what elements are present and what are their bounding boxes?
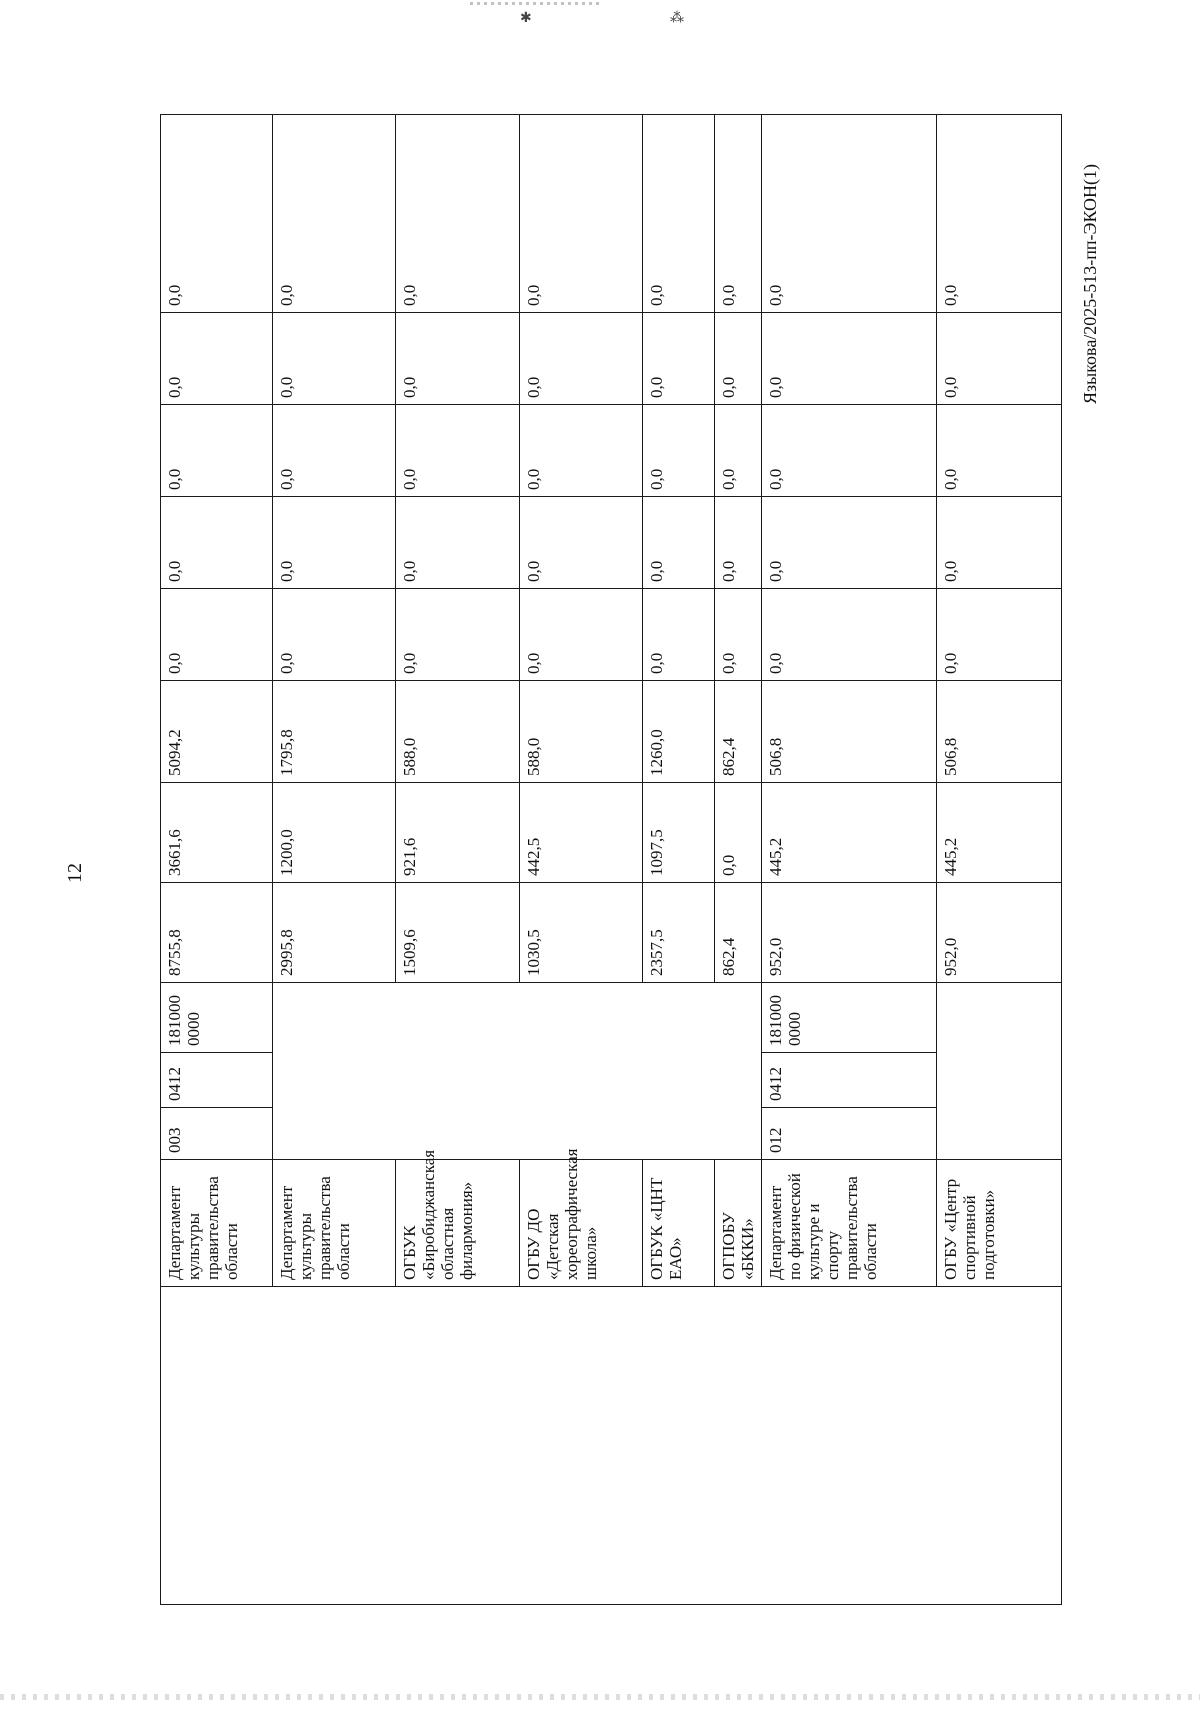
total-value: 2995,8 — [273, 883, 396, 983]
year-value: 0,0 — [937, 497, 1062, 589]
recipient-name: ОГБУ «Центр спортивной подготовки» — [937, 1160, 1062, 1287]
year-value: 1200,0 — [273, 783, 396, 883]
total-value: 952,0 — [762, 883, 937, 983]
rotated-table — [160, 115, 1060, 1605]
section-code: 0412 — [161, 1053, 273, 1108]
year-value: 5094,2 — [161, 681, 273, 783]
year-value: 0,0 — [161, 589, 273, 681]
year-value: 1097,5 — [643, 783, 715, 883]
year-value: 588,0 — [396, 681, 520, 783]
document-code: Языкова/2025-513-пп-ЭКОН(1) — [1080, 164, 1100, 404]
scan-speck: ✱ — [520, 11, 532, 26]
table-container — [160, 115, 1060, 1605]
year-value: 0,0 — [643, 405, 715, 497]
year-value: 0,0 — [762, 115, 937, 313]
year-value: 0,0 — [396, 313, 520, 405]
year-value: 0,0 — [762, 313, 937, 405]
empty-code-cell — [937, 983, 1062, 1160]
year-value: 0,0 — [396, 115, 520, 313]
total-value: 952,0 — [937, 883, 1062, 983]
year-value: 0,0 — [643, 497, 715, 589]
page-number: 12 — [64, 863, 86, 883]
year-value: 0,0 — [396, 405, 520, 497]
recipient-name: ОГБУК «Биробиджанская областная филармония» — [396, 1160, 520, 1287]
year-value: 0,0 — [273, 497, 396, 589]
empty-cell — [161, 1287, 1062, 1605]
year-value: 0,0 — [762, 589, 937, 681]
year-value: 0,0 — [715, 497, 762, 589]
year-value: 1795,8 — [273, 681, 396, 783]
year-value: 0,0 — [937, 313, 1062, 405]
year-value: 0,0 — [715, 313, 762, 405]
year-value: 0,0 — [762, 405, 937, 497]
year-value: 0,0 — [937, 405, 1062, 497]
year-value: 0,0 — [396, 497, 520, 589]
total-value: 1030,5 — [520, 883, 643, 983]
recipient-name: ОГБУ ДО «Детская хореографическая школа» — [520, 1160, 643, 1287]
year-value: 445,2 — [937, 783, 1062, 883]
year-value: 0,0 — [643, 313, 715, 405]
year-value: 0,0 — [520, 405, 643, 497]
table-row — [161, 115, 273, 1605]
grbs-code: 003 — [161, 1108, 273, 1160]
year-value: 0,0 — [161, 115, 273, 313]
year-value: 0,0 — [762, 497, 937, 589]
recipient-name: ОГБУК «ЦНТ ЕАО» — [643, 1160, 715, 1287]
recipient-name: ОГПОБУ «БККИ» — [715, 1160, 762, 1287]
year-value: 0,0 — [520, 497, 643, 589]
year-value: 0,0 — [396, 589, 520, 681]
year-value: 0,0 — [520, 589, 643, 681]
year-value: 0,0 — [273, 313, 396, 405]
empty-code-cell — [273, 983, 762, 1160]
recipient-name: Департамент по физической культуре и спорту правительства области — [762, 1160, 937, 1287]
year-value: 442,5 — [520, 783, 643, 883]
year-value: 0,0 — [937, 115, 1062, 313]
scan-noise — [470, 2, 600, 5]
year-value: 506,8 — [762, 681, 937, 783]
year-value: 0,0 — [937, 589, 1062, 681]
year-value: 0,0 — [715, 405, 762, 497]
budget-table — [160, 114, 1062, 1605]
section-code: 0412 — [762, 1053, 937, 1108]
total-value: 8755,8 — [161, 883, 273, 983]
scan-speck: ⁂ — [670, 11, 684, 26]
year-value: 588,0 — [520, 681, 643, 783]
target-article-code: 1810000000 — [161, 983, 273, 1053]
year-value: 0,0 — [715, 589, 762, 681]
year-value: 0,0 — [520, 313, 643, 405]
target-article-code: 1810000000 — [762, 983, 937, 1053]
year-value: 506,8 — [937, 681, 1062, 783]
year-value: 862,4 — [715, 681, 762, 783]
total-value: 862,4 — [715, 883, 762, 983]
year-value: 0,0 — [273, 405, 396, 497]
scan-artifacts-top — [0, 0, 1200, 24]
grbs-code: 012 — [762, 1108, 937, 1160]
year-value: 0,0 — [161, 497, 273, 589]
year-value: 921,6 — [396, 783, 520, 883]
recipient-name: Департамент культуры правительства области — [161, 1160, 273, 1287]
total-value: 1509,6 — [396, 883, 520, 983]
year-value: 0,0 — [643, 589, 715, 681]
year-value: 0,0 — [715, 783, 762, 883]
recipient-name: Департамент культуры правительства области — [273, 1160, 396, 1287]
year-value: 0,0 — [520, 115, 643, 313]
year-value: 0,0 — [161, 313, 273, 405]
year-value: 445,2 — [762, 783, 937, 883]
year-value: 1260,0 — [643, 681, 715, 783]
total-value: 2357,5 — [643, 883, 715, 983]
scan-artifacts-bottom — [0, 1694, 1200, 1700]
year-value: 0,0 — [273, 115, 396, 313]
year-value: 3661,6 — [161, 783, 273, 883]
year-value: 0,0 — [161, 405, 273, 497]
year-value: 0,0 — [643, 115, 715, 313]
year-value: 0,0 — [715, 115, 762, 313]
year-value: 0,0 — [273, 589, 396, 681]
